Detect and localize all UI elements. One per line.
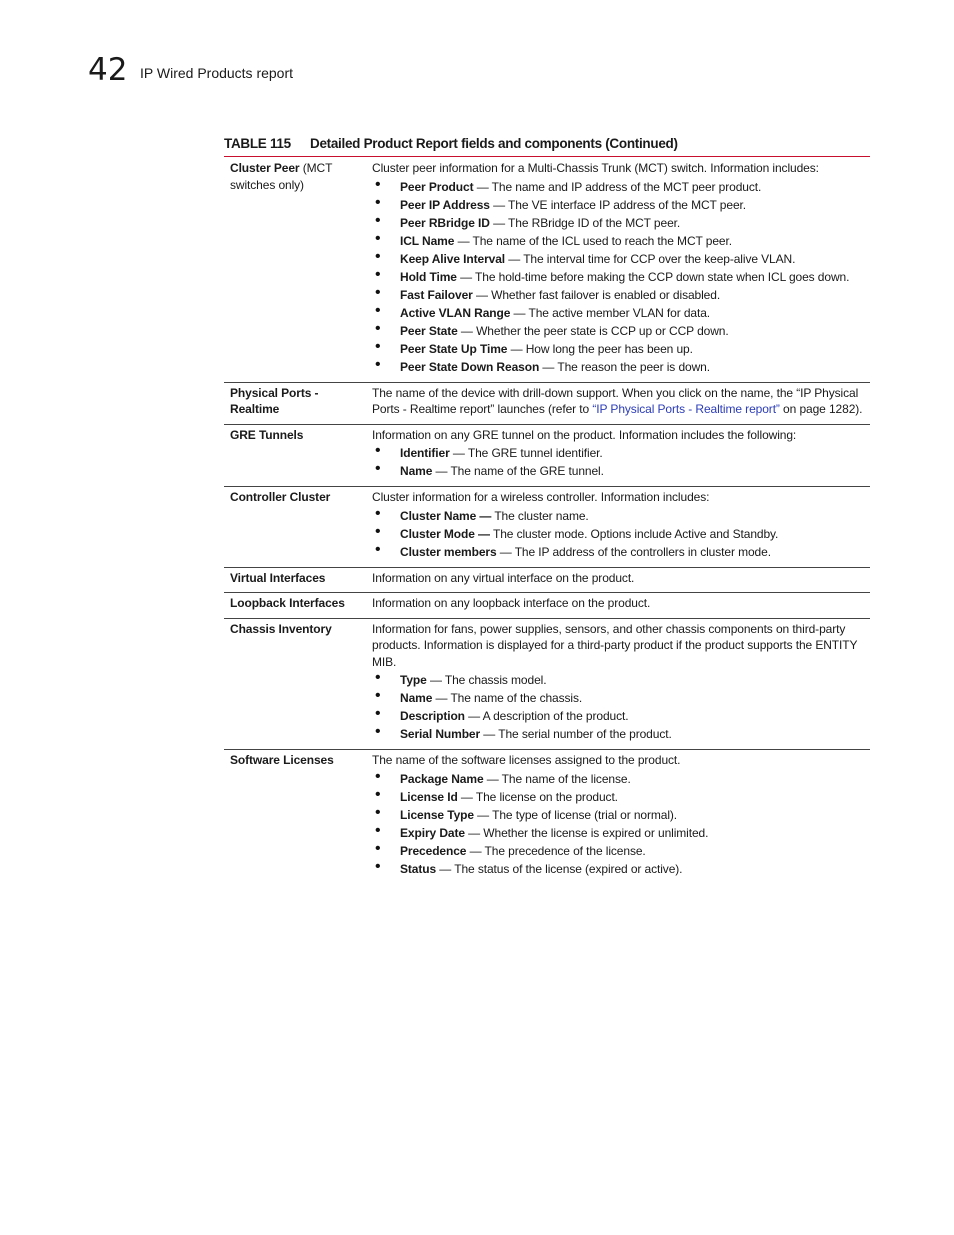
description-intro: Information on any virtual interface on the product. [372, 570, 635, 585]
item-term: Name [400, 464, 433, 478]
item-term: Precedence [400, 843, 467, 858]
item-term: Identifier [400, 446, 450, 460]
list-item [372, 178, 864, 196]
item-term: Name [400, 691, 433, 705]
field-cell [224, 382, 364, 424]
field-name: Software Licenses [230, 753, 334, 767]
field-cell [224, 618, 364, 750]
item-term: License Id [400, 789, 458, 804]
table-row [224, 618, 870, 750]
field-cell [224, 567, 364, 593]
description-cell [364, 158, 870, 382]
description-cell [364, 487, 870, 568]
item-term: Peer RBridge ID [400, 215, 490, 230]
report-fields-table [224, 158, 870, 884]
item-text: — The IP address of the controllers in cluster mode. [496, 544, 771, 559]
item-text: — The GRE tunnel identifier. [449, 446, 603, 460]
list-item [372, 689, 864, 707]
list-item [372, 788, 864, 806]
cross-reference-link[interactable]: “IP Physical Ports - Realtime report” [592, 402, 780, 416]
item-text: — Whether the license is expired or unlimited. [464, 825, 709, 840]
table-row [224, 750, 870, 884]
description-cell [364, 618, 870, 750]
item-term: Active VLAN Range [400, 305, 511, 320]
item-term: ICL Name [400, 233, 455, 248]
item-text: — The license on the product. [457, 789, 618, 804]
description-intro: The name of the device with drill-down support. When you click on the name, the “IP Physical Ports - Realtime report” launches (refer to [372, 385, 859, 416]
description-cell [364, 750, 870, 884]
item-term: Type [400, 673, 427, 687]
item-text: — The interval time for CCP over the keep-alive VLAN. [505, 251, 796, 266]
item-text: — The serial number of the product. [480, 727, 672, 741]
item-text: The cluster name. [491, 508, 589, 523]
item-term: Cluster Name — [400, 508, 492, 523]
list-item [372, 824, 864, 842]
item-text: — The name of the chassis. [432, 691, 583, 705]
list-item [372, 707, 864, 725]
item-text: — The chassis model. [426, 673, 547, 687]
chapter-title: IP Wired Products report [140, 65, 294, 81]
item-text: — The active member VLAN for data. [510, 305, 711, 320]
list-item [372, 196, 864, 214]
caption-rule [224, 156, 870, 157]
item-term: Expiry Date [400, 825, 465, 840]
item-text: — The name of the ICL used to reach the MCT peer. [454, 233, 732, 248]
description-cell [364, 382, 870, 424]
table-row [224, 424, 870, 487]
item-term: Peer State [400, 323, 458, 338]
field-name: Loopback Interfaces [230, 596, 345, 610]
item-text: — Whether fast failover is enabled or disabled. [472, 287, 721, 302]
description-intro: Cluster information for a wireless controller. Information includes: [372, 490, 710, 504]
list-item [372, 725, 864, 743]
item-term: Peer IP Address [400, 197, 490, 212]
list-item [372, 462, 864, 480]
field-cell [224, 424, 364, 487]
item-text: — The name and IP address of the MCT peer product. [473, 179, 762, 194]
bullet-list [372, 444, 864, 480]
item-term: Fast Failover [400, 287, 473, 302]
list-item [372, 543, 864, 561]
description-intro: Information on any loopback interface on the product. [372, 596, 651, 610]
item-text: — Whether the peer state is CCP up or CCP down. [457, 323, 729, 338]
description-intro: Cluster peer information for a Multi-Chassis Trunk (MCT) switch. Information includes: [372, 161, 819, 175]
table-row [224, 487, 870, 568]
list-item [372, 444, 864, 462]
list-item [372, 358, 864, 376]
table-caption-text: Detailed Product Report fields and components (Continued) [310, 136, 678, 151]
item-text: — The name of the GRE tunnel. [432, 464, 604, 478]
description-intro: Information for fans, power supplies, sensors, and other chassis components on third-party products. Information is displayed for a third-party product if the product supports the ENTITY MIB. [372, 621, 858, 669]
list-item [372, 770, 864, 788]
item-term: Cluster members [400, 544, 497, 559]
table-row [224, 382, 870, 424]
field-cell [224, 158, 364, 382]
item-text: The cluster mode. Options include Active and Standby. [489, 526, 779, 541]
table-row [224, 158, 870, 382]
item-text: — The name of the license. [483, 771, 631, 786]
list-item [372, 232, 864, 250]
item-text: — The VE interface IP address of the MCT peer. [489, 197, 746, 212]
list-item [372, 286, 864, 304]
list-item [372, 214, 864, 232]
table-row [224, 593, 870, 619]
item-term: Cluster Mode — [400, 526, 490, 541]
list-item [372, 340, 864, 358]
item-text: — The type of license (trial or normal). [473, 807, 678, 822]
list-item [372, 671, 864, 689]
item-text: — A description of the product. [464, 709, 629, 723]
field-name: Controller Cluster [230, 490, 331, 504]
item-term: Peer State Down Reason [400, 359, 540, 374]
item-text: — The reason the peer is down. [539, 359, 710, 374]
list-item [372, 525, 864, 543]
item-text: — The hold-time before making the CCP down state when ICL goes down. [456, 269, 850, 284]
field-cell [224, 593, 364, 619]
item-text: — The RBridge ID of the MCT peer. [489, 215, 681, 230]
item-term: Keep Alive Interval [400, 251, 506, 266]
item-text: — How long the peer has been up. [507, 341, 693, 356]
item-term: Peer State Up Time [400, 341, 508, 356]
description-cell [364, 424, 870, 487]
list-item [372, 322, 864, 340]
description-cell [364, 593, 870, 619]
description-suffix: on page 1282). [779, 402, 863, 416]
list-item [372, 860, 864, 878]
bullet-list [372, 671, 864, 743]
field-name: Physical Ports - Realtime [230, 385, 319, 416]
item-term: Package Name [400, 771, 484, 786]
item-text: — The status of the license (expired or active). [436, 861, 683, 876]
list-item [372, 806, 864, 824]
list-item [372, 507, 864, 525]
table-caption [224, 135, 870, 153]
description-intro: The name of the software licenses assigned to the product. [372, 753, 681, 767]
field-cell [224, 750, 364, 884]
description-cell [364, 567, 870, 593]
description-intro: Information on any GRE tunnel on the product. Information includes the following: [372, 427, 797, 442]
table-row [224, 567, 870, 593]
field-cell [224, 487, 364, 568]
field-note: (MCT switches only) [230, 161, 333, 192]
item-term: Description [400, 709, 465, 723]
list-item [372, 268, 864, 286]
item-term: Serial Number [400, 727, 481, 741]
bullet-list [372, 507, 864, 561]
bullet-list [372, 770, 864, 878]
list-item [372, 250, 864, 268]
item-term: Peer Product [400, 179, 474, 194]
field-name: Virtual Interfaces [230, 570, 326, 585]
item-term: Hold Time [400, 269, 457, 284]
table-number: TABLE 115 [224, 136, 291, 151]
list-item [372, 304, 864, 322]
bullet-list [372, 178, 864, 376]
field-name: Chassis Inventory [230, 621, 332, 636]
item-term: License Type [400, 807, 474, 822]
item-term: Status [400, 861, 437, 876]
item-text: — The precedence of the license. [466, 843, 646, 858]
field-name: GRE Tunnels [230, 427, 304, 442]
field-name: Cluster Peer [230, 161, 300, 175]
chapter-number: 42 [88, 52, 128, 88]
list-item [372, 842, 864, 860]
